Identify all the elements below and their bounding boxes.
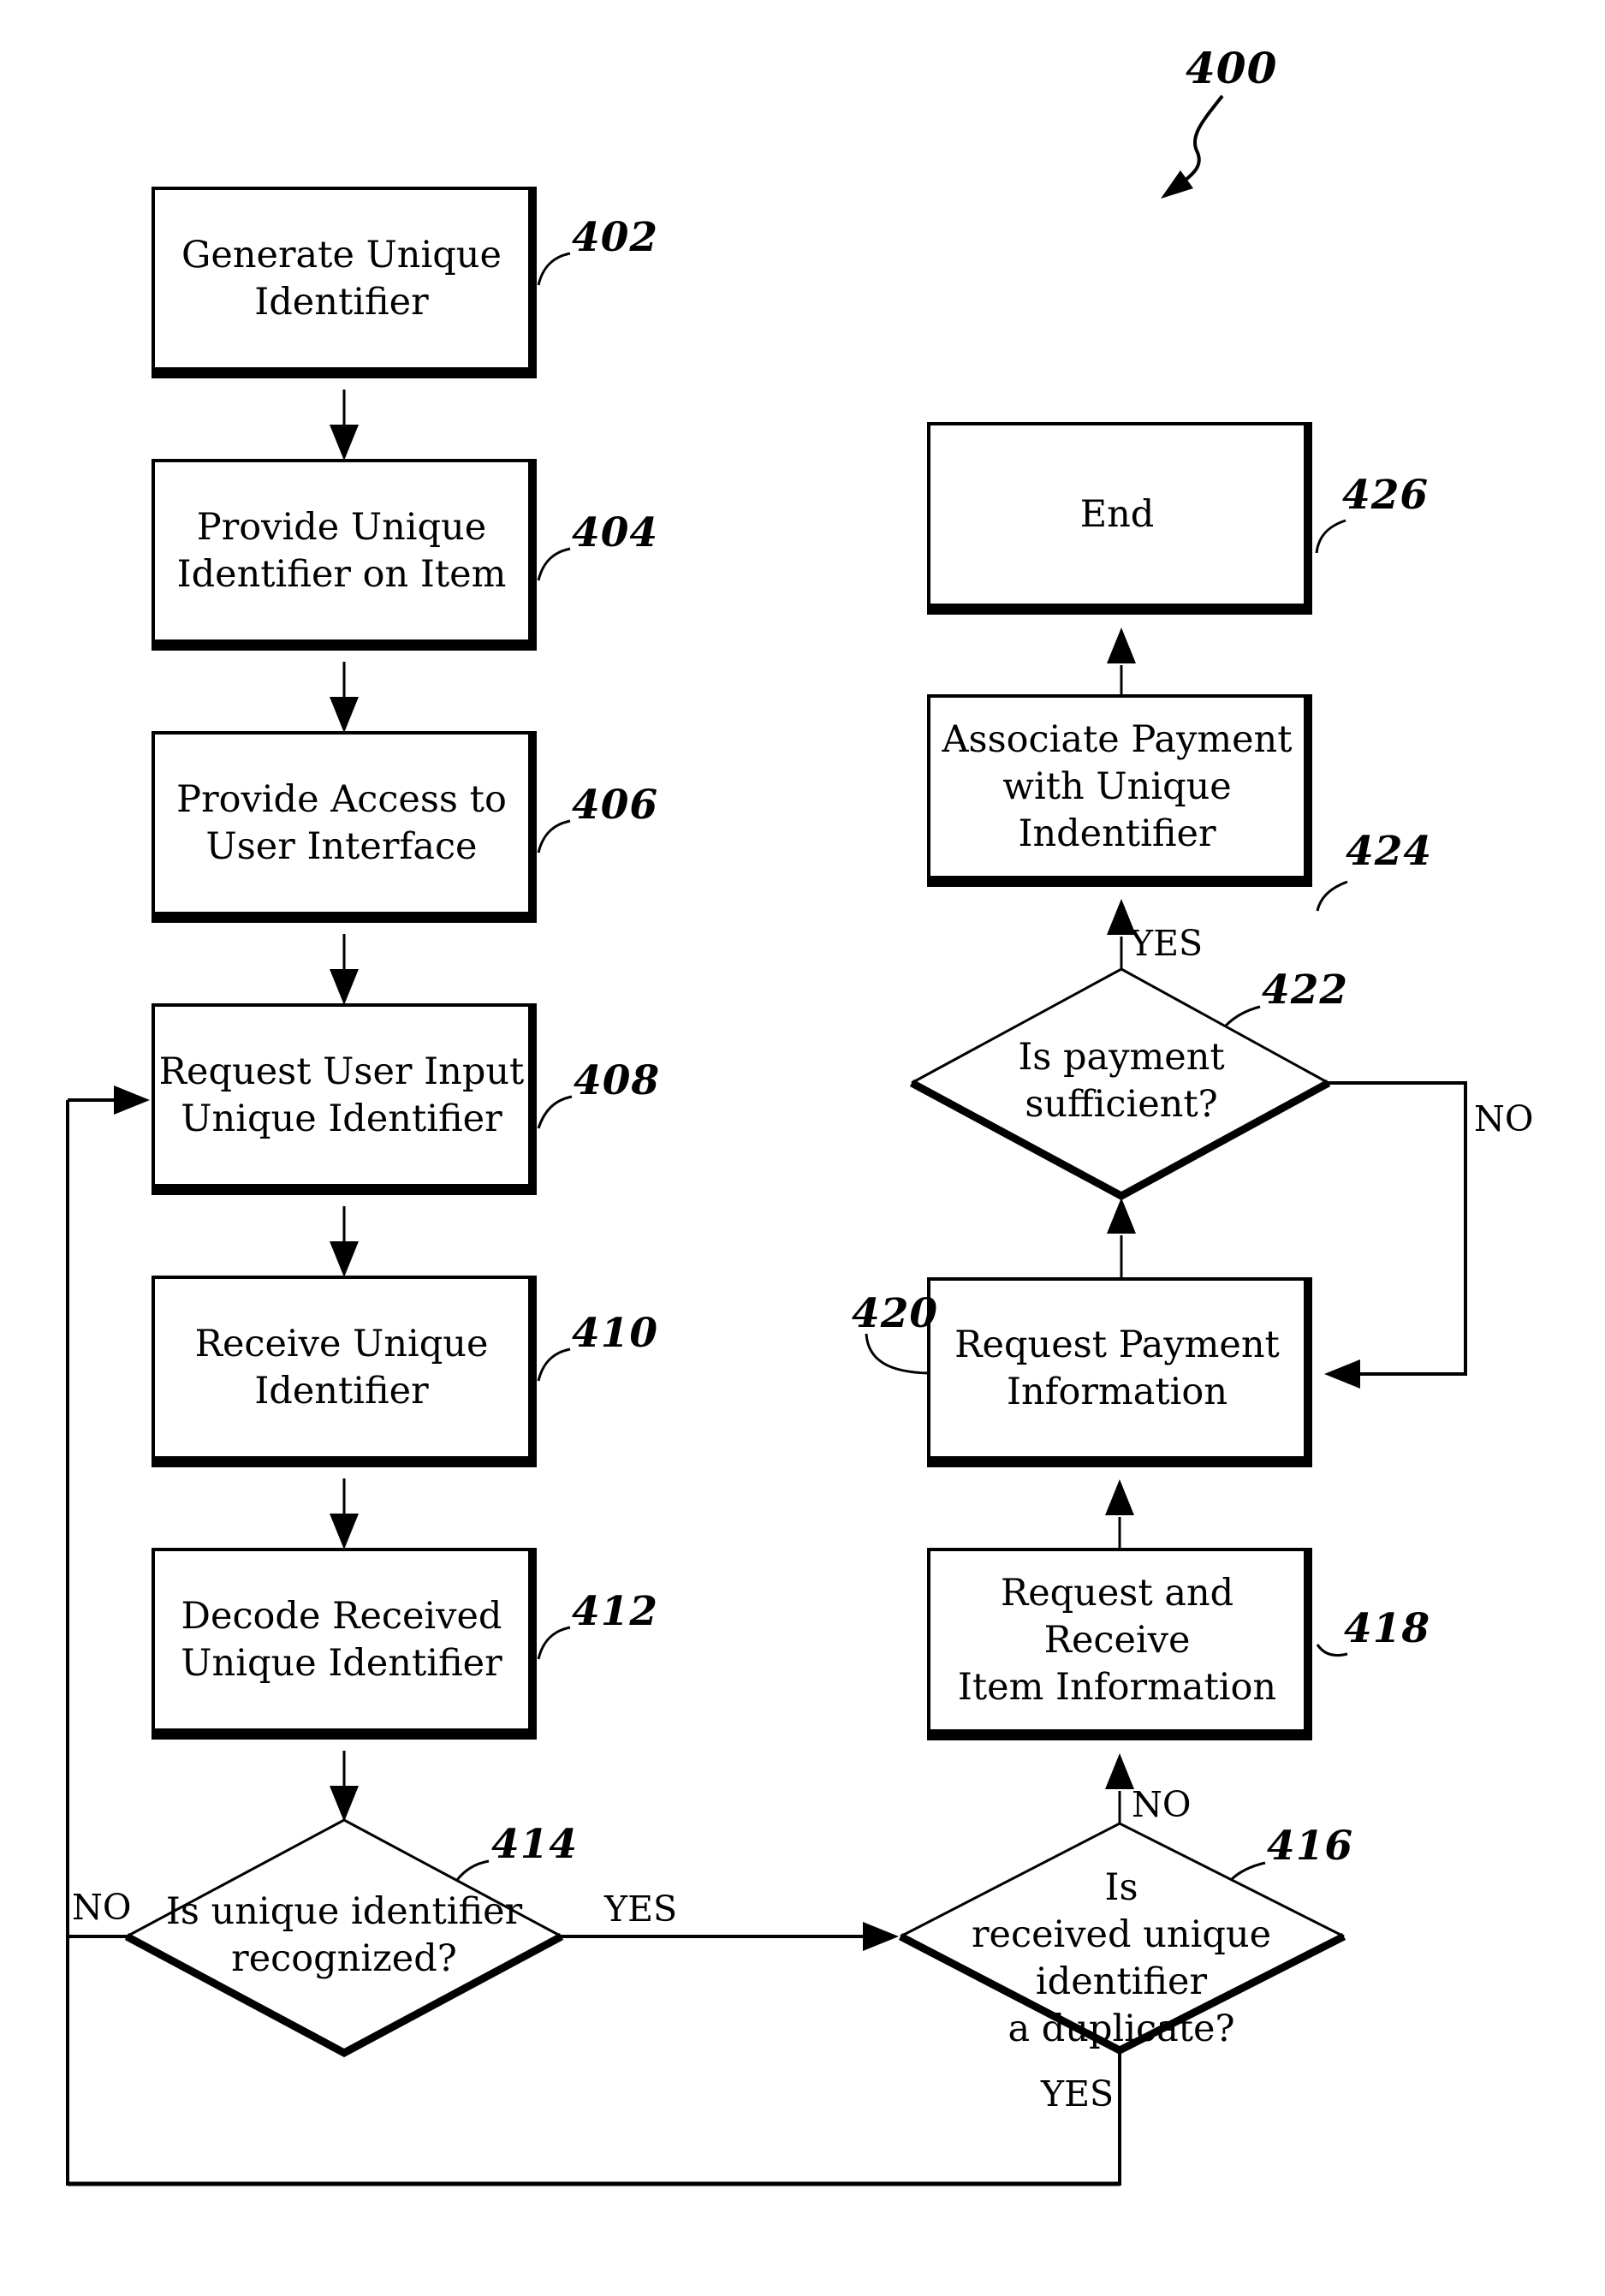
- process-box-424-text: Associate Payment with Unique Indentifier: [942, 717, 1293, 855]
- branch-422-no-connector: [1324, 1083, 1465, 1389]
- process-box-408: [152, 1003, 537, 1195]
- decision-text-416: Is received unique identifier a duplicate?: [971, 1866, 1272, 2050]
- figure-ref-pointer: [1161, 96, 1222, 199]
- process-box-402-text: Generate Unique Identifier: [181, 233, 502, 324]
- process-box-410-text: Receive Unique Identifier: [194, 1322, 489, 1413]
- branch-label-414-no: NO: [72, 1887, 132, 1928]
- process-box-420: [927, 1277, 1312, 1467]
- process-box-406-text: Provide Access to User Interface: [176, 777, 507, 868]
- process-box-404-text: Provide Unique Identifier on Item: [176, 505, 507, 596]
- process-box-424: [927, 694, 1312, 887]
- ref-label-402: 402: [572, 214, 659, 261]
- branch-label-416-no: NO: [1132, 1784, 1192, 1825]
- ref-label-418: 418: [1344, 1605, 1431, 1652]
- process-box-412: [152, 1548, 537, 1740]
- ref-label-408: 408: [574, 1057, 661, 1104]
- branch-label-422-no: NO: [1474, 1098, 1534, 1139]
- terminal-box-426: [927, 422, 1312, 615]
- ref-label-404: 404: [572, 509, 659, 556]
- decision-text-422: Is payment sufficient?: [1018, 1036, 1225, 1126]
- ref-label-412: 412: [572, 1588, 659, 1635]
- ref-label-416: 416: [1267, 1823, 1354, 1870]
- terminal-box-426-text: End: [1079, 492, 1155, 536]
- ref-label-410: 410: [572, 1310, 659, 1357]
- process-box-410: [152, 1276, 537, 1467]
- process-box-402: [152, 187, 537, 378]
- branch-label-422-yes: YES: [1130, 923, 1204, 964]
- ref-label-414: 414: [491, 1821, 579, 1868]
- figure-ref-400: 400: [1186, 43, 1278, 93]
- process-box-418: [927, 1548, 1312, 1740]
- process-box-404: [152, 459, 537, 651]
- arrowhead-into-408: [114, 1086, 150, 1115]
- ref-label-424: 424: [1346, 828, 1433, 875]
- process-box-406: [152, 731, 537, 923]
- decision-text-414: Is unique identifier recognized?: [165, 1890, 523, 1980]
- process-box-418-text: Request and Receive Item Information: [957, 1571, 1277, 1709]
- ref-label-420: 420: [852, 1290, 939, 1337]
- process-box-408-text: Request User Input Unique Identifier: [158, 1050, 525, 1140]
- branch-label-414-yes: YES: [604, 1889, 678, 1930]
- ref-label-422: 422: [1262, 967, 1349, 1014]
- ref-label-426: 426: [1342, 472, 1430, 519]
- process-box-420-text: Request Payment Information: [954, 1323, 1280, 1413]
- ref-label-406: 406: [572, 782, 659, 829]
- branch-label-416-yes: YES: [1041, 2073, 1115, 2115]
- process-box-412-text: Decode Received Unique Identifier: [181, 1594, 502, 1685]
